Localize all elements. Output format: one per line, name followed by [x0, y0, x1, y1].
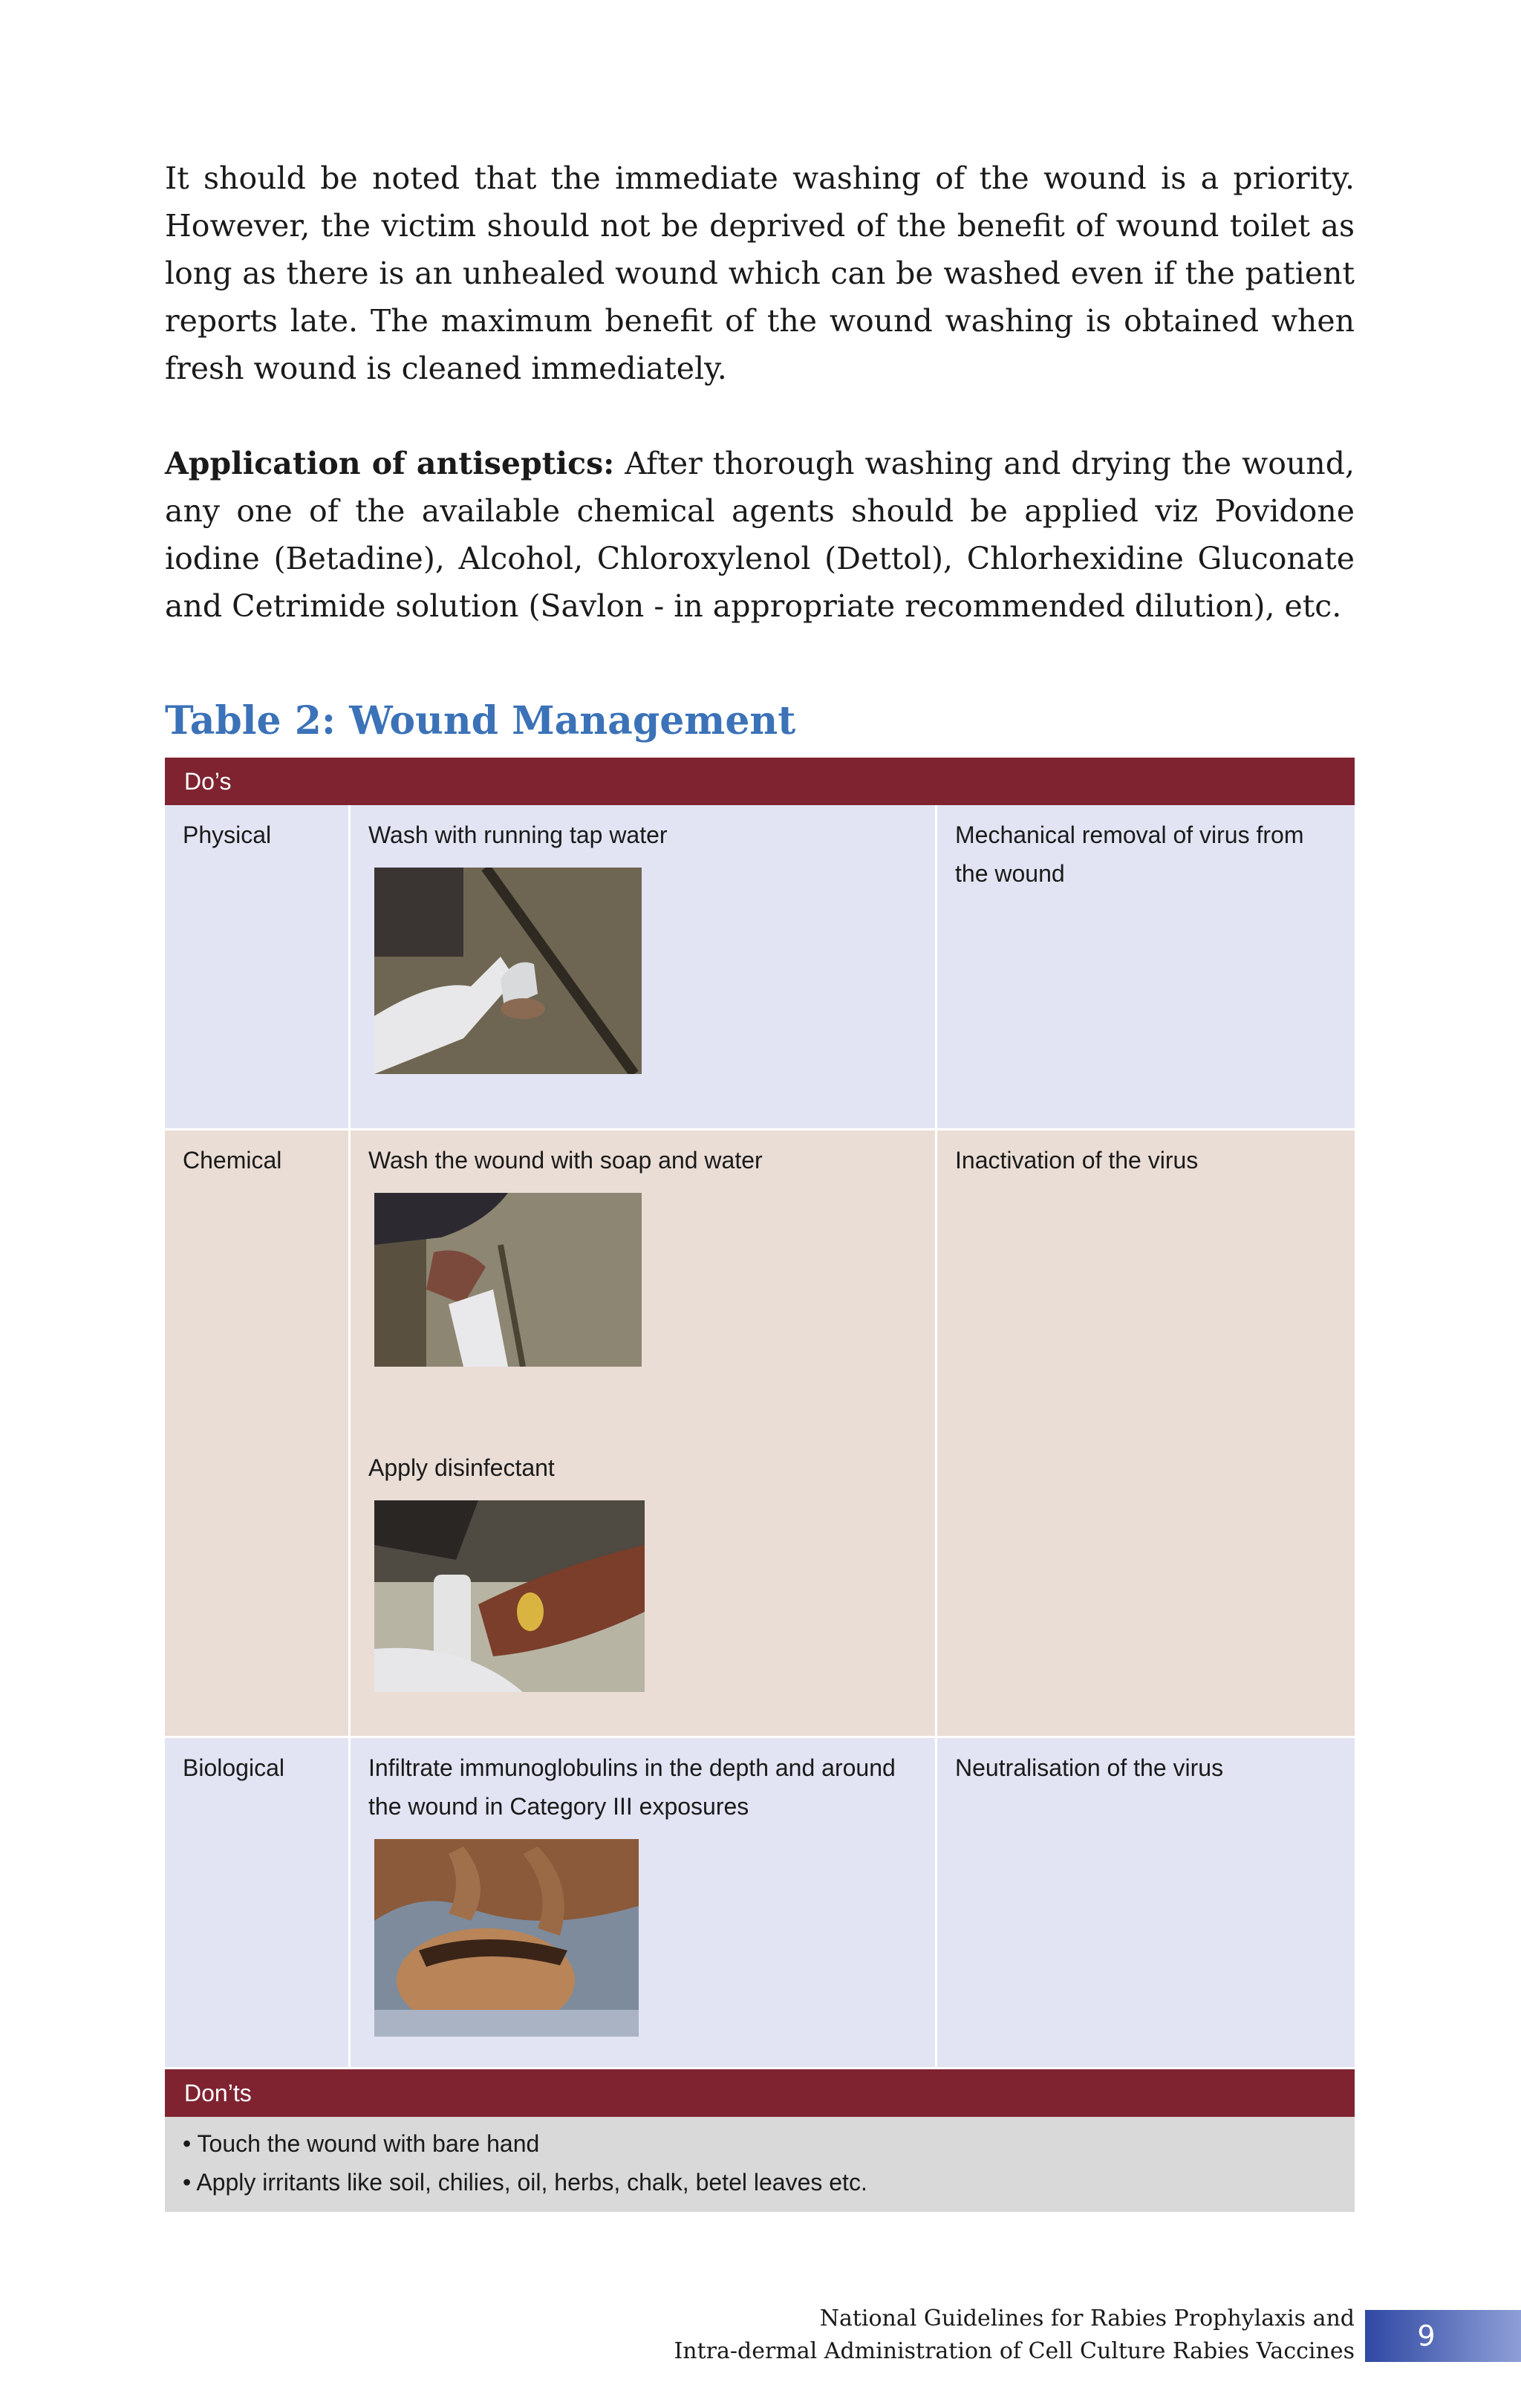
antiseptics-text: After thorough washing and drying the wound, any one of the available chemical agents should be applied viz Povidone iodine (Betadine), Alcohol, Chloroxylenol (Dettol), Chlorhexidine Gluconate and Cetrimide solution (Savlon - in appropriate recommended dilution), etc. — [165, 446, 1355, 624]
page-number-box — [1365, 2310, 1521, 2362]
rationale-cell: Neutralisation of the virus — [955, 1754, 1224, 1781]
table-row-physical — [165, 805, 1355, 1130]
table-row-biological — [165, 1738, 1355, 2069]
action-cell — [351, 1130, 937, 1736]
donts-list — [165, 2117, 1355, 2212]
intro-paragraph: It should be noted that the immediate washing of the wound is a priority. However, the victim should not be deprived of the benefit of wound toilet as long as there is an unhealed wound which can be washed even if the patient reports late. The maximum benefit of the wound washing is obtained when fresh wound is cleaned immediately. — [165, 160, 1355, 386]
dos-header: Do’s — [165, 758, 1355, 805]
tap-water-washing-photo — [374, 868, 642, 1074]
antiseptics-paragraph — [165, 440, 1355, 630]
action-text: Apply disinfectant — [368, 1454, 555, 1481]
action-cell — [351, 805, 937, 1128]
list-item: • Touch the wound with bare hand — [183, 2130, 540, 2157]
soap-water-washing-photo — [374, 1193, 642, 1367]
rationale-cell: Mechanical removal of virus from the wound — [955, 821, 1304, 887]
footer-line-1: National Guidelines for Rabies Prophylaxis and — [819, 2306, 1355, 2331]
table-row-chemical — [165, 1130, 1355, 1738]
donts-header: Don’ts — [165, 2069, 1355, 2117]
rationale-cell: Inactivation of the virus — [955, 1147, 1199, 1174]
table-title: Table 2: Wound Management — [165, 698, 796, 743]
wound-management-table — [165, 758, 1355, 2212]
page-number: 9 — [1417, 2320, 1436, 2352]
disinfectant-application-photo — [374, 1500, 645, 1692]
footer-line-2: Intra-dermal Administration of Cell Culture Rabies Vaccines — [674, 2338, 1355, 2364]
category-cell: Physical — [165, 805, 351, 1128]
category-cell: Chemical — [165, 1130, 351, 1736]
action-text: Infiltrate immunoglobulins in the depth and around the wound in Category III exposures — [368, 1754, 896, 1820]
footer-title — [674, 2303, 1355, 2368]
action-text: Wash the wound with soap and water — [368, 1147, 763, 1174]
category-cell: Biological — [165, 1738, 351, 2067]
action-cell — [351, 1738, 937, 2067]
action-text: Wash with running tap water — [368, 821, 668, 848]
antiseptics-heading: Application of antiseptics: — [165, 446, 615, 481]
immunoglobulin-infiltration-photo — [374, 1839, 639, 2037]
list-item: • Apply irritants like soil, chilies, oil, herbs, chalk, betel leaves etc. — [183, 2169, 867, 2196]
